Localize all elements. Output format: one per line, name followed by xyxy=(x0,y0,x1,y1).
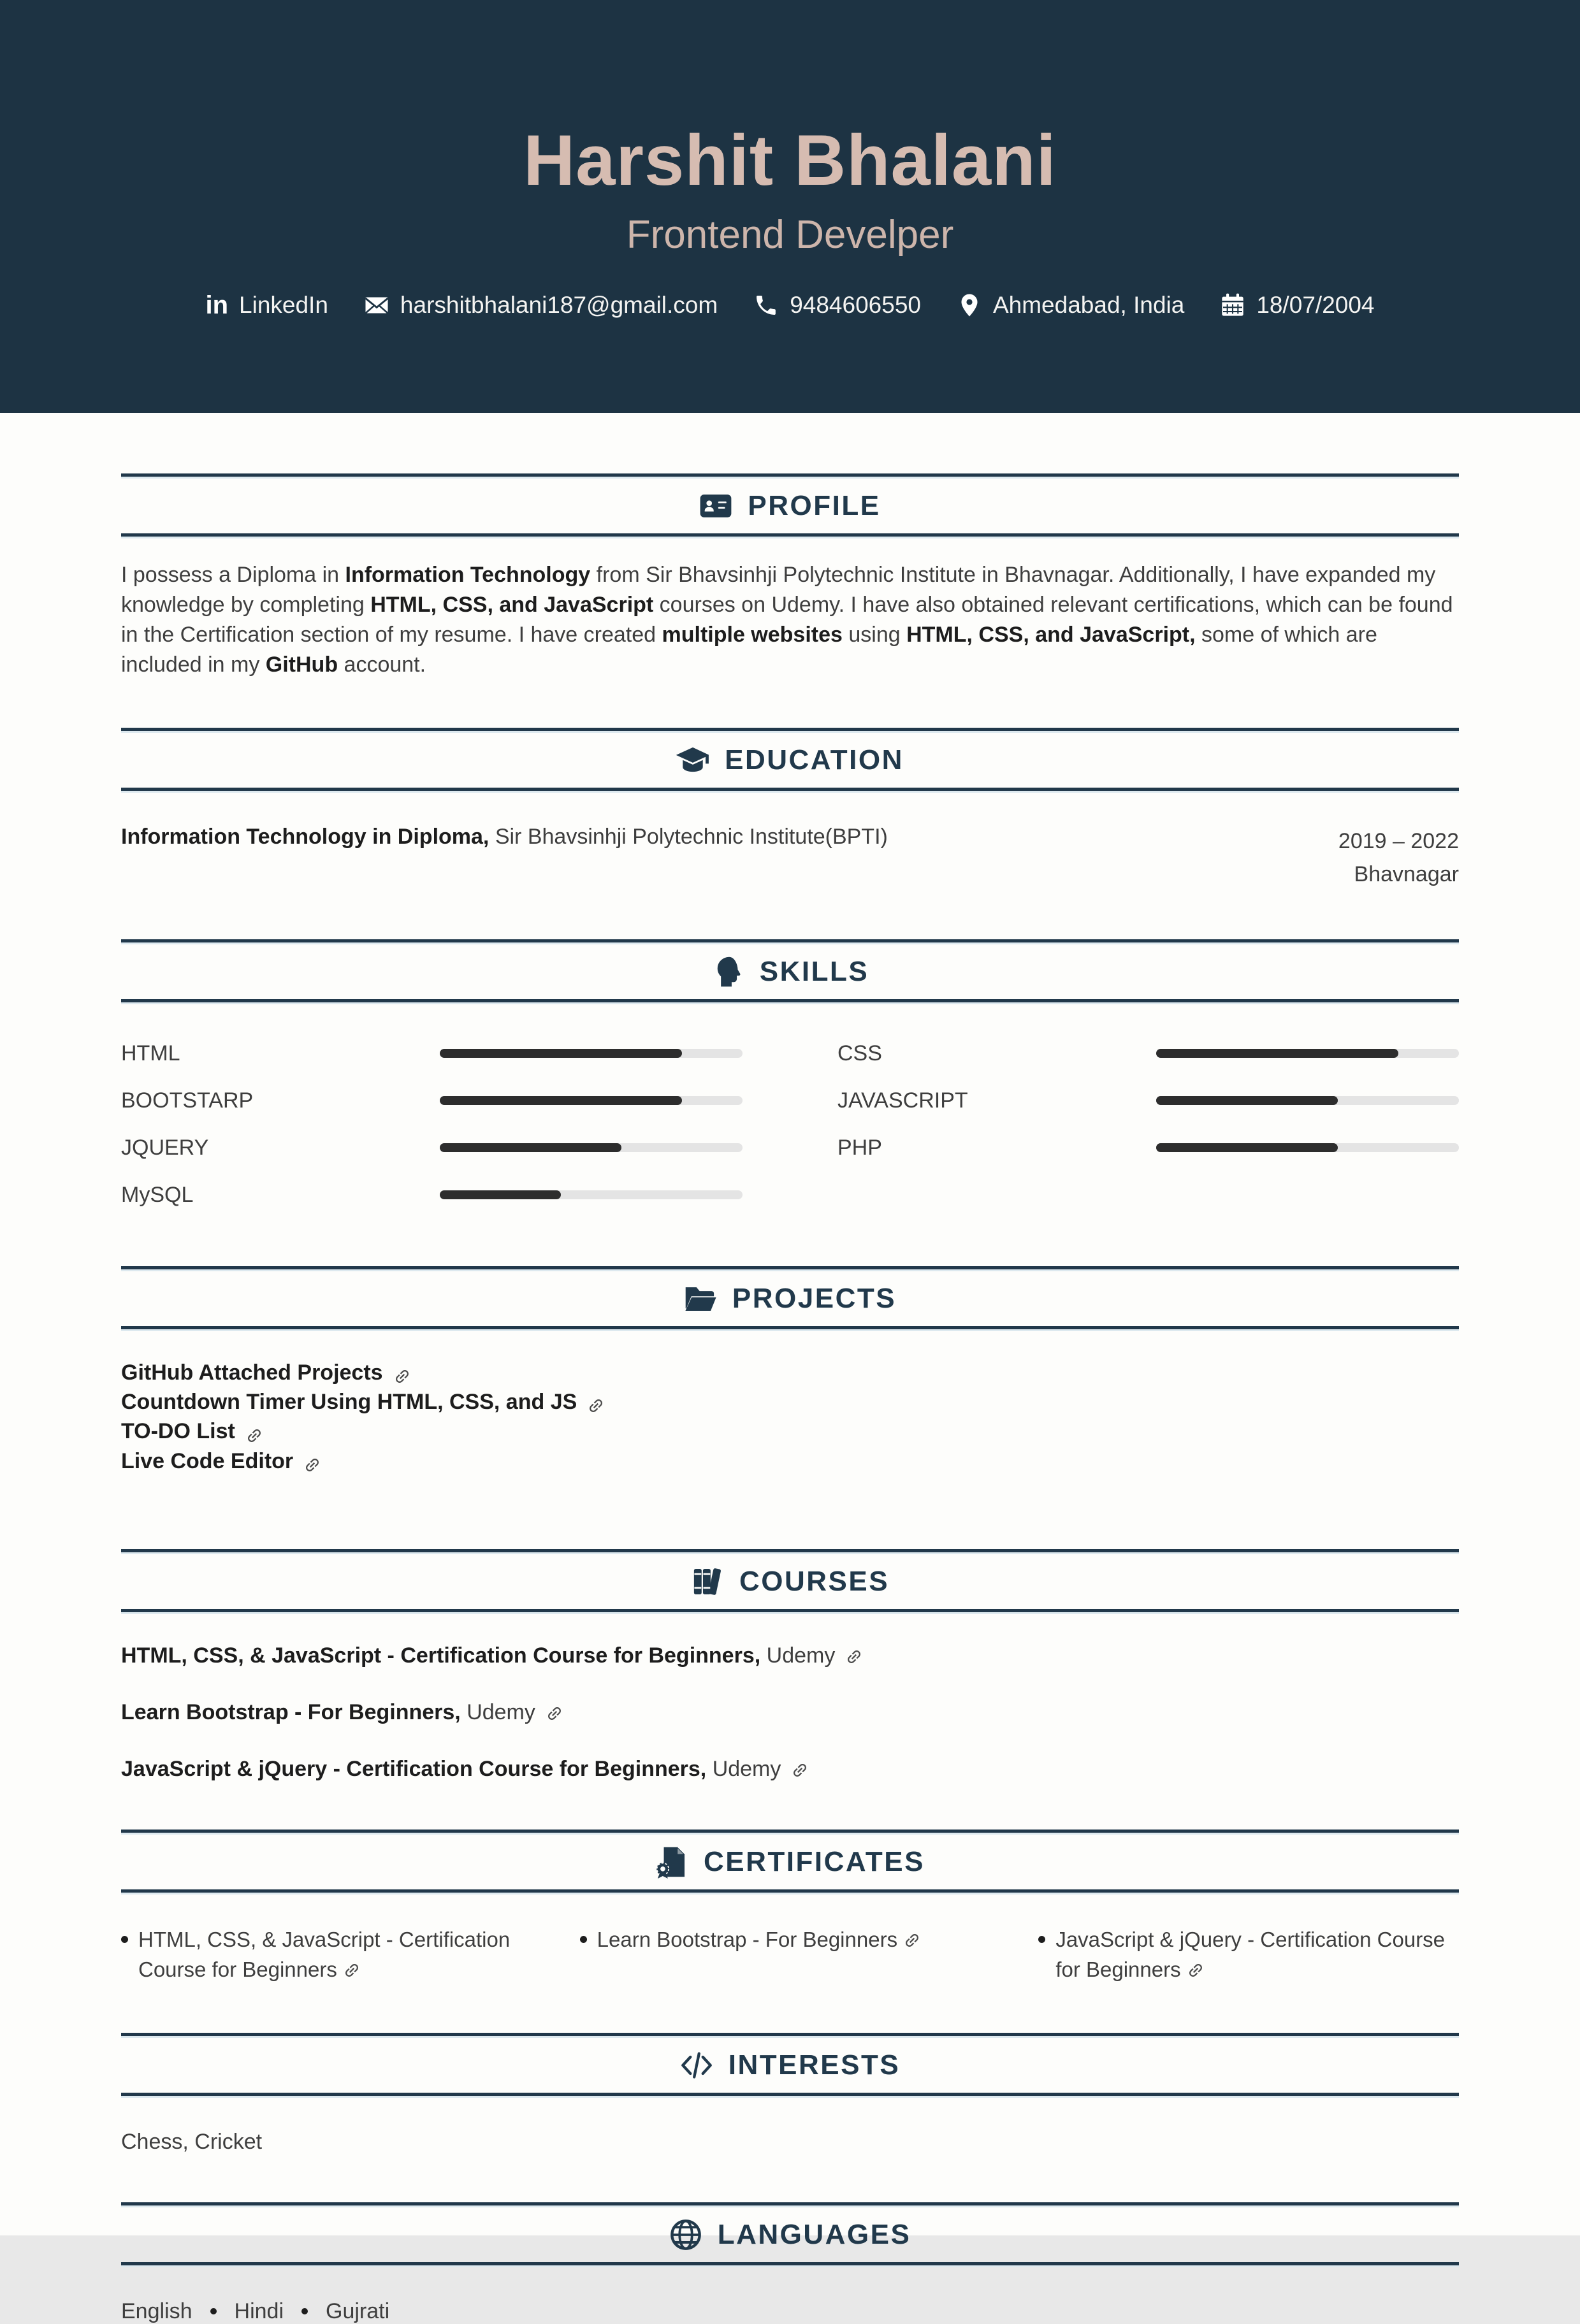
head-side-icon xyxy=(711,955,744,988)
skill-name: JQUERY xyxy=(121,1135,209,1160)
skill-row xyxy=(121,1171,743,1218)
skill-bar xyxy=(440,1143,743,1152)
section-rule xyxy=(121,788,1459,793)
section-rule xyxy=(121,1549,1459,1554)
link-icon[interactable] xyxy=(903,1928,921,1945)
section-rule xyxy=(121,999,1459,1004)
certificate-title: JavaScript & jQuery - Certification Course for Beginners xyxy=(1055,1927,1446,1981)
skill-row xyxy=(121,1124,743,1171)
link-icon[interactable] xyxy=(343,1958,361,1975)
section-projects xyxy=(121,1266,1459,1476)
section-heading: LANGUAGES xyxy=(717,2218,911,2250)
link-icon[interactable] xyxy=(245,1423,263,1441)
skill-name: CSS xyxy=(837,1041,882,1065)
skill-name: BOOTSTARP xyxy=(121,1088,254,1113)
skill-bar xyxy=(440,1096,743,1105)
section-profile xyxy=(121,473,1459,680)
interests-text: Chess, Cricket xyxy=(121,2129,263,2154)
section-skills xyxy=(121,939,1459,1218)
contact-label: Ahmedabad, India xyxy=(992,292,1185,318)
graduation-cap-icon xyxy=(676,744,709,777)
certificate-item xyxy=(580,1925,1001,1985)
skill-bar-fill xyxy=(440,1096,682,1105)
certificate-title: Learn Bootstrap - For Beginners xyxy=(597,1927,904,1951)
skill-name: HTML xyxy=(121,1041,180,1065)
mail-icon xyxy=(364,292,389,318)
contact-label: 18/07/2004 xyxy=(1256,292,1375,318)
section-languages xyxy=(121,2202,1459,2324)
skill-bar-fill xyxy=(1156,1096,1338,1105)
calendar-icon xyxy=(1220,292,1245,318)
contact-item[interactable] xyxy=(364,292,718,319)
project-item xyxy=(121,1417,1459,1446)
link-icon[interactable] xyxy=(1187,1958,1205,1975)
section-heading: SKILLS xyxy=(759,956,869,987)
projects-list xyxy=(121,1358,1459,1476)
project-title: TO-DO List xyxy=(121,1419,235,1444)
project-title: Live Code Editor xyxy=(121,1448,294,1473)
language-item: Gujrati xyxy=(326,2299,390,2323)
hero-header xyxy=(0,0,1580,413)
linkedin-icon: in xyxy=(205,291,229,319)
skill-name: MySQL xyxy=(121,1182,194,1207)
section-heading: EDUCATION xyxy=(725,744,904,776)
certificates-list xyxy=(121,1925,1459,1985)
section-rule xyxy=(121,473,1459,479)
books-icon xyxy=(691,1565,724,1598)
section-heading: PROJECTS xyxy=(732,1283,897,1314)
education-dates: 2019 – 2022 xyxy=(1338,828,1459,853)
school-name: Sir Bhavsinhji Polytechnic Institute(BPTI) xyxy=(495,824,888,849)
skill-bar-fill xyxy=(440,1190,561,1199)
courses-list xyxy=(121,1643,1459,1782)
section-courses xyxy=(121,1549,1459,1782)
skill-bar-fill xyxy=(1156,1049,1398,1058)
skill-name: JAVASCRIPT xyxy=(837,1088,968,1113)
section-rule xyxy=(121,939,1459,944)
section-heading: CERTIFICATES xyxy=(704,1845,925,1877)
education-location: Bhavnagar xyxy=(1354,862,1459,887)
separator-dot xyxy=(301,2308,308,2314)
skill-bar xyxy=(1156,1143,1459,1152)
project-item xyxy=(121,1447,1459,1476)
certificate-item xyxy=(121,1925,542,1985)
skill-bar-fill xyxy=(440,1143,621,1152)
contact-item[interactable] xyxy=(753,292,921,319)
skill-bar xyxy=(1156,1049,1459,1058)
contact-row xyxy=(205,292,1374,319)
skill-row xyxy=(837,1030,1459,1077)
project-title: GitHub Attached Projects xyxy=(121,1360,383,1385)
course-item xyxy=(121,1757,1459,1782)
course-title: Learn Bootstrap - For Beginners, xyxy=(121,1700,461,1724)
course-provider: Udemy xyxy=(712,1756,781,1781)
course-provider: Udemy xyxy=(467,1700,535,1724)
phone-icon xyxy=(753,292,779,318)
section-heading: INTERESTS xyxy=(728,2049,901,2081)
separator-dot xyxy=(210,2308,217,2314)
folder-open-icon xyxy=(684,1282,717,1315)
project-item xyxy=(121,1387,1459,1417)
certificate-title: HTML, CSS, & JavaScript - Certification Course for Beginners xyxy=(138,1927,511,1981)
link-icon[interactable] xyxy=(845,1647,863,1664)
course-title: JavaScript & jQuery - Certification Course for Beginners, xyxy=(121,1756,707,1781)
skill-bar-fill xyxy=(440,1049,682,1058)
skill-bar xyxy=(1156,1096,1459,1105)
languages-list xyxy=(121,2299,1459,2324)
contact-label: 9484606550 xyxy=(790,292,921,318)
resume-body xyxy=(0,473,1580,2324)
section-rule xyxy=(121,1266,1459,1271)
skills-col-1 xyxy=(121,1030,743,1218)
link-icon[interactable] xyxy=(587,1393,605,1411)
person-name: Harshit Bhalani xyxy=(523,120,1057,200)
section-interests xyxy=(121,2033,1459,2154)
code-icon xyxy=(680,2049,713,2082)
skill-row xyxy=(121,1077,743,1124)
bullet-dot xyxy=(1038,1936,1045,1943)
skill-bar xyxy=(440,1190,743,1199)
language-item: Hindi xyxy=(234,2299,284,2323)
section-rule xyxy=(121,2033,1459,2038)
skill-bar-fill xyxy=(1156,1143,1338,1152)
link-icon[interactable] xyxy=(546,1703,563,1721)
contact-item[interactable] xyxy=(1220,292,1374,319)
education-entry xyxy=(121,825,888,891)
project-title: Countdown Timer Using HTML, CSS, and JS xyxy=(121,1390,577,1415)
section-rule xyxy=(121,1326,1459,1331)
section-education xyxy=(121,728,1459,891)
id-card-icon xyxy=(699,489,732,523)
job-title: Frontend Develper xyxy=(626,213,954,257)
bullet-dot xyxy=(121,1936,128,1943)
course-provider: Udemy xyxy=(766,1643,836,1668)
section-rule xyxy=(121,533,1459,538)
section-rule xyxy=(121,1889,1459,1895)
contact-label: harshitbhalani187@gmail.com xyxy=(400,292,718,318)
section-heading: PROFILE xyxy=(748,490,881,521)
skill-row xyxy=(837,1124,1459,1171)
project-item xyxy=(121,1358,1459,1387)
globe-icon xyxy=(669,2218,702,2251)
contact-label: LinkedIn xyxy=(239,292,328,318)
profile-text: I possess a Diploma in Information Technology from Sir Bhavsinhji Polytechnic Institute in Bhavnagar. Additionally, I have expanded my knowledge by completing HTML, CSS, and JavaScript courses on Udemy. I have also obtained relevant certifications, which can be found in the Certification section of my resume. I have created multiple websites using HTML, CSS, and JavaScript, some of which are included in my GitHub account. xyxy=(121,563,1453,677)
skill-name: PHP xyxy=(837,1135,882,1160)
language-item: English xyxy=(121,2299,192,2323)
location-icon xyxy=(957,292,982,318)
section-certificates xyxy=(121,1830,1459,1985)
contact-item[interactable] xyxy=(957,292,1184,319)
section-rule xyxy=(121,1609,1459,1614)
link-icon[interactable] xyxy=(303,1452,321,1470)
bullet-dot xyxy=(580,1936,587,1943)
certificate-item xyxy=(1038,1925,1459,1985)
course-item xyxy=(121,1700,1459,1725)
section-rule xyxy=(121,2262,1459,2267)
course-item xyxy=(121,1643,1459,1668)
section-rule xyxy=(121,2093,1459,2098)
skill-row xyxy=(837,1077,1459,1124)
degree-name: Information Technology in Diploma, xyxy=(121,824,489,849)
section-heading: COURSES xyxy=(739,1565,890,1597)
contact-item[interactable] xyxy=(205,292,328,319)
section-rule xyxy=(121,728,1459,733)
certificate-icon xyxy=(655,1845,688,1879)
skill-row xyxy=(121,1030,743,1077)
section-rule xyxy=(121,1830,1459,1835)
link-icon[interactable] xyxy=(393,1364,411,1382)
skill-bar xyxy=(440,1049,743,1058)
skills-col-2 xyxy=(837,1030,1459,1218)
section-rule xyxy=(121,2202,1459,2207)
course-title: HTML, CSS, & JavaScript - Certification Course for Beginners, xyxy=(121,1643,761,1668)
link-icon[interactable] xyxy=(791,1760,809,1778)
